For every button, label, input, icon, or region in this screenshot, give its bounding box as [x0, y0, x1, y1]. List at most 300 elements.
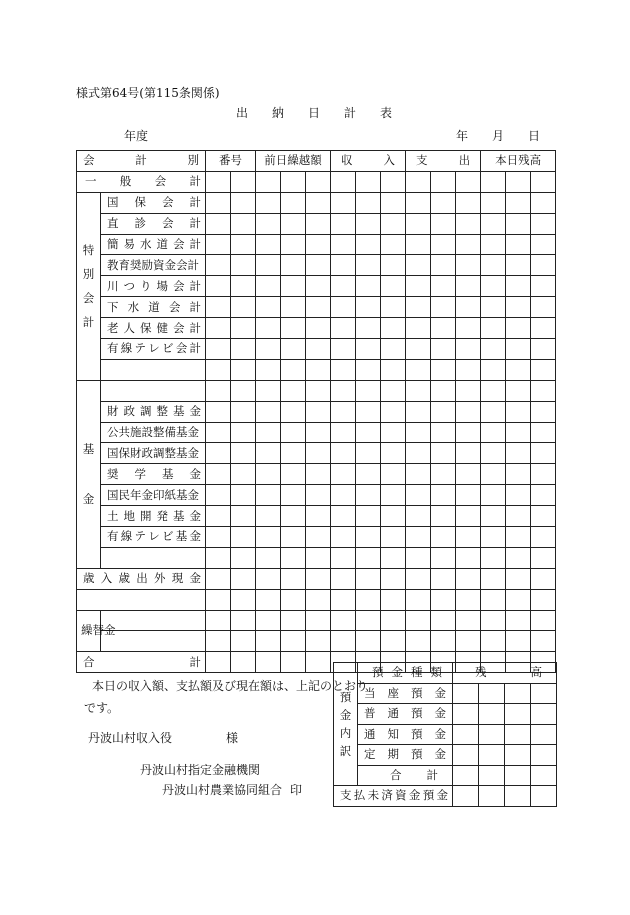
entry-cell[interactable]: [281, 527, 306, 548]
entry-cell[interactable]: [306, 255, 331, 276]
entry-cell[interactable]: [431, 359, 456, 380]
entry-cell[interactable]: [381, 276, 406, 297]
entry-cell[interactable]: [481, 234, 506, 255]
entry-cell[interactable]: [256, 568, 281, 589]
entry-cell[interactable]: [531, 276, 556, 297]
entry-cell[interactable]: [331, 380, 356, 401]
entry-cell[interactable]: [231, 506, 256, 527]
entry-cell[interactable]: [381, 359, 406, 380]
entry-cell[interactable]: [431, 255, 456, 276]
entry-cell[interactable]: [431, 610, 456, 631]
entry-cell[interactable]: [456, 422, 481, 443]
entry-cell[interactable]: [331, 213, 356, 234]
entry-cell[interactable]: [356, 380, 381, 401]
entry-cell[interactable]: [256, 652, 281, 673]
entry-cell[interactable]: [306, 297, 331, 318]
entry-cell[interactable]: [481, 171, 506, 192]
entry-cell[interactable]: [256, 610, 281, 631]
entry-cell[interactable]: [256, 339, 281, 360]
entry-cell[interactable]: [331, 192, 356, 213]
entry-cell[interactable]: [281, 276, 306, 297]
entry-cell[interactable]: [306, 192, 331, 213]
entry-cell[interactable]: [456, 339, 481, 360]
entry-cell[interactable]: [456, 547, 481, 568]
entry-cell[interactable]: [456, 380, 481, 401]
entry-cell[interactable]: [206, 213, 231, 234]
entry-cell[interactable]: [331, 255, 356, 276]
entry-cell[interactable]: [506, 464, 531, 485]
entry-cell[interactable]: [281, 589, 306, 610]
entry-cell[interactable]: [306, 506, 331, 527]
entry-cell[interactable]: [256, 234, 281, 255]
entry-cell[interactable]: [531, 724, 557, 745]
entry-cell[interactable]: [531, 297, 556, 318]
entry-cell[interactable]: [406, 276, 431, 297]
entry-cell[interactable]: [531, 192, 556, 213]
entry-cell[interactable]: [231, 610, 256, 631]
entry-cell[interactable]: [505, 786, 531, 807]
entry-cell[interactable]: [356, 485, 381, 506]
entry-cell[interactable]: [331, 506, 356, 527]
entry-cell[interactable]: [381, 213, 406, 234]
entry-cell[interactable]: [506, 401, 531, 422]
entry-cell[interactable]: [281, 610, 306, 631]
entry-cell[interactable]: [481, 443, 506, 464]
entry-cell[interactable]: [281, 422, 306, 443]
entry-cell[interactable]: [206, 443, 231, 464]
entry-cell[interactable]: [506, 318, 531, 339]
entry-cell[interactable]: [306, 401, 331, 422]
entry-cell[interactable]: [281, 213, 306, 234]
entry-cell[interactable]: [531, 631, 556, 652]
entry-cell[interactable]: [356, 568, 381, 589]
entry-cell[interactable]: [256, 380, 281, 401]
entry-cell[interactable]: [231, 547, 256, 568]
entry-cell[interactable]: [506, 589, 531, 610]
entry-cell[interactable]: [206, 422, 231, 443]
entry-cell[interactable]: [531, 765, 557, 786]
entry-cell[interactable]: [256, 255, 281, 276]
entry-cell[interactable]: [356, 443, 381, 464]
entry-cell[interactable]: [481, 255, 506, 276]
entry-cell[interactable]: [431, 213, 456, 234]
entry-cell[interactable]: [531, 464, 556, 485]
entry-cell[interactable]: [231, 213, 256, 234]
entry-cell[interactable]: [356, 359, 381, 380]
entry-cell[interactable]: [356, 297, 381, 318]
entry-cell[interactable]: [331, 568, 356, 589]
entry-cell[interactable]: [306, 171, 331, 192]
entry-cell[interactable]: [506, 234, 531, 255]
entry-cell[interactable]: [406, 610, 431, 631]
entry-cell[interactable]: [453, 786, 479, 807]
entry-cell[interactable]: [431, 401, 456, 422]
entry-cell[interactable]: [431, 380, 456, 401]
entry-cell[interactable]: [531, 745, 557, 766]
entry-cell[interactable]: [506, 485, 531, 506]
entry-cell[interactable]: [506, 443, 531, 464]
entry-cell[interactable]: [505, 745, 531, 766]
entry-cell[interactable]: [431, 527, 456, 548]
entry-cell[interactable]: [231, 527, 256, 548]
entry-cell[interactable]: [481, 610, 506, 631]
entry-cell[interactable]: [456, 318, 481, 339]
entry-cell[interactable]: [431, 631, 456, 652]
entry-cell[interactable]: [356, 213, 381, 234]
entry-cell[interactable]: [531, 359, 556, 380]
entry-cell[interactable]: [281, 171, 306, 192]
entry-cell[interactable]: [406, 464, 431, 485]
entry-cell[interactable]: [381, 527, 406, 548]
entry-cell[interactable]: [531, 213, 556, 234]
entry-cell[interactable]: [331, 318, 356, 339]
entry-cell[interactable]: [231, 297, 256, 318]
entry-cell[interactable]: [456, 171, 481, 192]
entry-cell[interactable]: [431, 568, 456, 589]
entry-cell[interactable]: [356, 255, 381, 276]
entry-cell[interactable]: [356, 631, 381, 652]
entry-cell[interactable]: [506, 297, 531, 318]
entry-cell[interactable]: [531, 255, 556, 276]
entry-cell[interactable]: [406, 359, 431, 380]
entry-cell[interactable]: [479, 704, 505, 725]
entry-cell[interactable]: [381, 297, 406, 318]
entry-cell[interactable]: [356, 401, 381, 422]
entry-cell[interactable]: [481, 527, 506, 548]
entry-cell[interactable]: [231, 568, 256, 589]
entry-cell[interactable]: [356, 339, 381, 360]
entry-cell[interactable]: [406, 443, 431, 464]
entry-cell[interactable]: [406, 631, 431, 652]
entry-cell[interactable]: [206, 464, 231, 485]
entry-cell[interactable]: [256, 506, 281, 527]
entry-cell[interactable]: [481, 631, 506, 652]
entry-cell[interactable]: [306, 339, 331, 360]
entry-cell[interactable]: [406, 339, 431, 360]
entry-cell[interactable]: [505, 683, 531, 704]
entry-cell[interactable]: [306, 631, 331, 652]
entry-cell[interactable]: [206, 297, 231, 318]
entry-cell[interactable]: [281, 464, 306, 485]
entry-cell[interactable]: [481, 547, 506, 568]
entry-cell[interactable]: [231, 171, 256, 192]
entry-cell[interactable]: [206, 192, 231, 213]
entry-cell[interactable]: [356, 610, 381, 631]
entry-cell[interactable]: [331, 443, 356, 464]
entry-cell[interactable]: [356, 464, 381, 485]
entry-cell[interactable]: [206, 380, 231, 401]
entry-cell[interactable]: [281, 234, 306, 255]
entry-cell[interactable]: [406, 547, 431, 568]
entry-cell[interactable]: [331, 610, 356, 631]
entry-cell[interactable]: [531, 506, 556, 527]
entry-cell[interactable]: [231, 485, 256, 506]
entry-cell[interactable]: [231, 276, 256, 297]
entry-cell[interactable]: [206, 171, 231, 192]
entry-cell[interactable]: [281, 485, 306, 506]
entry-cell[interactable]: [231, 631, 256, 652]
entry-cell[interactable]: [331, 422, 356, 443]
entry-cell[interactable]: [506, 255, 531, 276]
entry-cell[interactable]: [206, 506, 231, 527]
entry-cell[interactable]: [531, 610, 556, 631]
entry-cell[interactable]: [506, 213, 531, 234]
entry-cell[interactable]: [356, 276, 381, 297]
entry-cell[interactable]: [431, 506, 456, 527]
entry-cell[interactable]: [505, 704, 531, 725]
entry-cell[interactable]: [481, 339, 506, 360]
entry-cell[interactable]: [306, 568, 331, 589]
entry-cell[interactable]: [381, 255, 406, 276]
entry-cell[interactable]: [306, 380, 331, 401]
entry-cell[interactable]: [306, 422, 331, 443]
entry-cell[interactable]: [331, 631, 356, 652]
entry-cell[interactable]: [306, 443, 331, 464]
entry-cell[interactable]: [456, 359, 481, 380]
entry-cell[interactable]: [381, 339, 406, 360]
entry-cell[interactable]: [431, 485, 456, 506]
entry-cell[interactable]: [306, 527, 331, 548]
entry-cell[interactable]: [481, 318, 506, 339]
entry-cell[interactable]: [456, 401, 481, 422]
entry-cell[interactable]: [406, 485, 431, 506]
entry-cell[interactable]: [381, 631, 406, 652]
entry-cell[interactable]: [506, 610, 531, 631]
entry-cell[interactable]: [453, 765, 479, 786]
entry-cell[interactable]: [231, 401, 256, 422]
entry-cell[interactable]: [331, 485, 356, 506]
entry-cell[interactable]: [281, 359, 306, 380]
entry-cell[interactable]: [431, 339, 456, 360]
entry-cell[interactable]: [453, 724, 479, 745]
entry-cell[interactable]: [256, 464, 281, 485]
entry-cell[interactable]: [506, 380, 531, 401]
entry-cell[interactable]: [456, 485, 481, 506]
entry-cell[interactable]: [481, 401, 506, 422]
entry-cell[interactable]: [481, 380, 506, 401]
entry-cell[interactable]: [256, 359, 281, 380]
entry-cell[interactable]: [531, 401, 556, 422]
entry-cell[interactable]: [456, 527, 481, 548]
entry-cell[interactable]: [356, 171, 381, 192]
entry-cell[interactable]: [406, 297, 431, 318]
entry-cell[interactable]: [531, 547, 556, 568]
entry-cell[interactable]: [306, 234, 331, 255]
entry-cell[interactable]: [256, 485, 281, 506]
entry-cell[interactable]: [381, 464, 406, 485]
entry-cell[interactable]: [281, 318, 306, 339]
entry-cell[interactable]: [206, 276, 231, 297]
entry-cell[interactable]: [206, 631, 231, 652]
entry-cell[interactable]: [506, 422, 531, 443]
entry-cell[interactable]: [531, 485, 556, 506]
entry-cell[interactable]: [456, 443, 481, 464]
entry-cell[interactable]: [431, 276, 456, 297]
entry-cell[interactable]: [306, 547, 331, 568]
entry-cell[interactable]: [456, 234, 481, 255]
entry-cell[interactable]: [406, 213, 431, 234]
entry-cell[interactable]: [381, 192, 406, 213]
entry-cell[interactable]: [506, 568, 531, 589]
entry-cell[interactable]: [281, 339, 306, 360]
entry-cell[interactable]: [406, 589, 431, 610]
entry-cell[interactable]: [456, 255, 481, 276]
entry-cell[interactable]: [331, 297, 356, 318]
entry-cell[interactable]: [531, 380, 556, 401]
entry-cell[interactable]: [479, 786, 505, 807]
entry-cell[interactable]: [331, 527, 356, 548]
entry-cell[interactable]: [256, 422, 281, 443]
entry-cell[interactable]: [531, 589, 556, 610]
entry-cell[interactable]: [231, 422, 256, 443]
entry-cell[interactable]: [431, 192, 456, 213]
entry-cell[interactable]: [406, 318, 431, 339]
entry-cell[interactable]: [456, 589, 481, 610]
entry-cell[interactable]: [431, 464, 456, 485]
entry-cell[interactable]: [381, 234, 406, 255]
entry-cell[interactable]: [306, 359, 331, 380]
entry-cell[interactable]: [306, 485, 331, 506]
entry-cell[interactable]: [406, 171, 431, 192]
entry-cell[interactable]: [281, 380, 306, 401]
entry-cell[interactable]: [281, 547, 306, 568]
entry-cell[interactable]: [456, 464, 481, 485]
entry-cell[interactable]: [506, 631, 531, 652]
entry-cell[interactable]: [505, 765, 531, 786]
entry-cell[interactable]: [306, 213, 331, 234]
entry-cell[interactable]: [231, 318, 256, 339]
entry-cell[interactable]: [281, 568, 306, 589]
entry-cell[interactable]: [231, 192, 256, 213]
entry-cell[interactable]: [356, 234, 381, 255]
entry-cell[interactable]: [256, 443, 281, 464]
entry-cell[interactable]: [453, 704, 479, 725]
entry-cell[interactable]: [331, 359, 356, 380]
entry-cell[interactable]: [206, 589, 231, 610]
entry-cell[interactable]: [231, 652, 256, 673]
entry-cell[interactable]: [206, 485, 231, 506]
entry-cell[interactable]: [531, 318, 556, 339]
entry-cell[interactable]: [531, 786, 557, 807]
entry-cell[interactable]: [431, 589, 456, 610]
entry-cell[interactable]: [206, 568, 231, 589]
entry-cell[interactable]: [431, 171, 456, 192]
entry-cell[interactable]: [479, 724, 505, 745]
entry-cell[interactable]: [381, 589, 406, 610]
entry-cell[interactable]: [356, 506, 381, 527]
entry-cell[interactable]: [256, 547, 281, 568]
entry-cell[interactable]: [231, 234, 256, 255]
entry-cell[interactable]: [256, 297, 281, 318]
entry-cell[interactable]: [456, 631, 481, 652]
entry-cell[interactable]: [506, 171, 531, 192]
entry-cell[interactable]: [531, 443, 556, 464]
entry-cell[interactable]: [406, 506, 431, 527]
entry-cell[interactable]: [381, 380, 406, 401]
entry-cell[interactable]: [356, 192, 381, 213]
entry-cell[interactable]: [231, 443, 256, 464]
entry-cell[interactable]: [206, 255, 231, 276]
entry-cell[interactable]: [256, 318, 281, 339]
entry-cell[interactable]: [406, 234, 431, 255]
entry-cell[interactable]: [381, 318, 406, 339]
entry-cell[interactable]: [206, 401, 231, 422]
entry-cell[interactable]: [256, 401, 281, 422]
entry-cell[interactable]: [231, 359, 256, 380]
entry-cell[interactable]: [381, 506, 406, 527]
entry-cell[interactable]: [381, 422, 406, 443]
entry-cell[interactable]: [206, 527, 231, 548]
entry-cell[interactable]: [431, 297, 456, 318]
entry-cell[interactable]: [381, 610, 406, 631]
entry-cell[interactable]: [231, 380, 256, 401]
entry-cell[interactable]: [505, 724, 531, 745]
entry-cell[interactable]: [456, 276, 481, 297]
entry-cell[interactable]: [406, 568, 431, 589]
entry-cell[interactable]: [206, 547, 231, 568]
entry-cell[interactable]: [431, 547, 456, 568]
entry-cell[interactable]: [406, 192, 431, 213]
entry-cell[interactable]: [306, 610, 331, 631]
entry-cell[interactable]: [306, 652, 331, 673]
entry-cell[interactable]: [206, 359, 231, 380]
entry-cell[interactable]: [256, 527, 281, 548]
entry-cell[interactable]: [306, 464, 331, 485]
entry-cell[interactable]: [481, 506, 506, 527]
entry-cell[interactable]: [531, 422, 556, 443]
entry-cell[interactable]: [356, 547, 381, 568]
entry-cell[interactable]: [281, 192, 306, 213]
entry-cell[interactable]: [281, 443, 306, 464]
entry-cell[interactable]: [331, 234, 356, 255]
entry-cell[interactable]: [356, 318, 381, 339]
entry-cell[interactable]: [531, 683, 557, 704]
entry-cell[interactable]: [206, 652, 231, 673]
entry-cell[interactable]: [479, 683, 505, 704]
entry-cell[interactable]: [281, 255, 306, 276]
entry-cell[interactable]: [456, 297, 481, 318]
entry-cell[interactable]: [206, 234, 231, 255]
entry-cell[interactable]: [456, 568, 481, 589]
entry-cell[interactable]: [506, 359, 531, 380]
entry-cell[interactable]: [381, 547, 406, 568]
entry-cell[interactable]: [531, 171, 556, 192]
entry-cell[interactable]: [531, 527, 556, 548]
entry-cell[interactable]: [406, 255, 431, 276]
entry-cell[interactable]: [256, 589, 281, 610]
entry-cell[interactable]: [256, 171, 281, 192]
entry-cell[interactable]: [506, 339, 531, 360]
entry-cell[interactable]: [381, 568, 406, 589]
entry-cell[interactable]: [406, 380, 431, 401]
entry-cell[interactable]: [231, 255, 256, 276]
entry-cell[interactable]: [306, 276, 331, 297]
entry-cell[interactable]: [531, 704, 557, 725]
entry-cell[interactable]: [281, 652, 306, 673]
entry-cell[interactable]: [331, 464, 356, 485]
entry-cell[interactable]: [431, 443, 456, 464]
entry-cell[interactable]: [331, 589, 356, 610]
entry-cell[interactable]: [481, 213, 506, 234]
entry-cell[interactable]: [206, 318, 231, 339]
entry-cell[interactable]: [456, 192, 481, 213]
entry-cell[interactable]: [281, 401, 306, 422]
entry-cell[interactable]: [331, 171, 356, 192]
entry-cell[interactable]: [306, 318, 331, 339]
entry-cell[interactable]: [206, 610, 231, 631]
entry-cell[interactable]: [406, 527, 431, 548]
entry-cell[interactable]: [406, 401, 431, 422]
